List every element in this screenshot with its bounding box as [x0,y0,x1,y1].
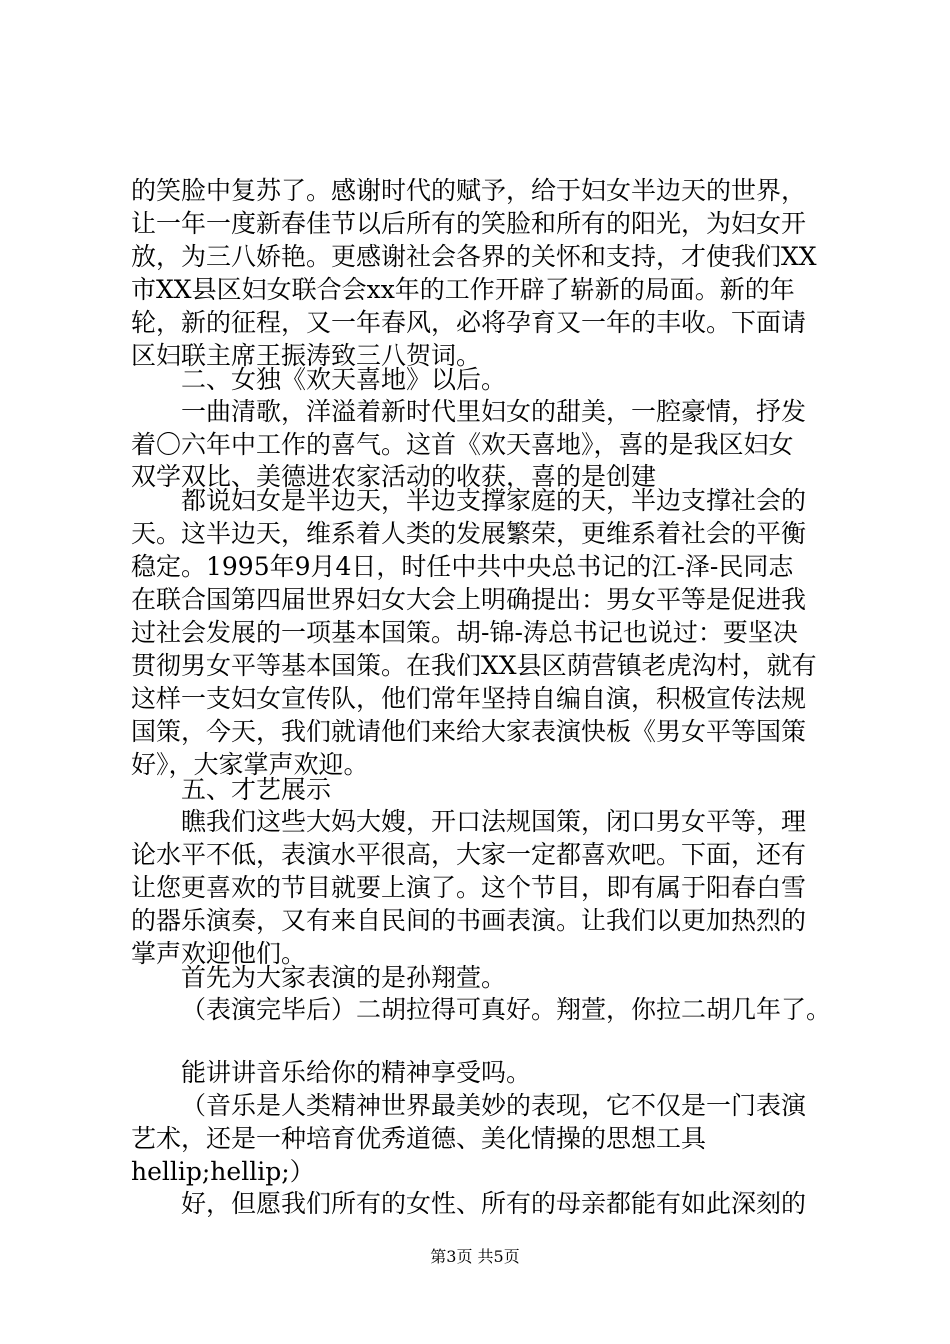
section-heading: 五、才艺展示 [181,775,332,804]
page-footer: 第3页 共5页 [430,1247,520,1266]
text-line: 市XX县区妇女联合会xx年的工作开辟了崭新的局面。新的年 [131,275,795,304]
text-line: 贯彻男女平等基本国策。在我们XX县区荫营镇老虎沟村，就有 [131,651,817,680]
text-line: 放，为三八娇艳。更感谢社会各界的关怀和支持，才使我们XX [131,242,817,271]
text-line: 天。这半边天，维系着人类的发展繁荣，更维系着社会的平衡 [131,519,807,548]
text-line: 掌声欢迎他们。 [131,939,307,968]
text-line: 论水平不低，表演水平很高，大家一定都喜欢吧。下面，还有 [131,840,807,869]
text-line: 一曲清歌，洋溢着新时代里妇女的甜美，一腔豪情，抒发 [181,397,807,426]
text-line: hellip;hellip;） [131,1157,315,1186]
text-line: 艺术，还是一种培育优秀道德、美化情操的思想工具 [131,1124,707,1153]
section-heading: 二、女独《欢天喜地》以后。 [181,365,507,394]
text-line: 国策，今天，我们就请他们来给大家表演快板《男女平等国策 [131,717,807,746]
text-line: 着〇六年中工作的喜气。这首《欢天喜地》，喜的是我区妇女 [131,430,794,459]
text-line: （表演完毕后）二胡拉得可真好。翔萱，你拉二胡几年了。 [181,995,832,1024]
text-line: （音乐是人类精神世界最美妙的表现，它不仅是一门表演 [181,1091,807,1120]
text-line: 好，但愿我们所有的女性、所有的母亲都能有如此深刻的 [181,1189,807,1218]
text-line: 区妇联主席王振涛致三八贺词。 [131,341,482,370]
text-line: 的器乐演奏，又有来自民间的书画表演。让我们以更加热烈的 [131,906,807,935]
text-line: 都说妇女是半边天，半边支撑家庭的天，半边支撑社会的 [181,486,807,515]
text-line: 轮，新的征程，又一年春风，必将孕育又一年的丰收。下面请 [131,308,807,337]
text-line: 稳定。1995年9月4日，时任中共中央总书记的江-泽-民同志 [131,552,794,581]
text-line: 的笑脸中复苏了。感谢时代的赋予，给于妇女半边天的世界， [131,176,807,205]
text-line: 在联合国第四届世界妇女大会上明确提出：男女平等是促进我 [131,585,807,614]
text-line: 双学双比、美德进农家活动的收获，喜的是创建 [131,462,657,491]
text-line: 瞧我们这些大妈大嫂，开口法规国策，闭口男女平等，理 [181,807,807,836]
text-line: 首先为大家表演的是孙翔萱。 [181,963,507,992]
text-line: 好》，大家掌声欢迎。 [131,750,369,779]
text-line: 让一年一度新春佳节以后所有的笑脸和所有的阳光，为妇女开 [131,209,807,238]
text-line: 能讲讲音乐给你的精神享受吗。 [181,1058,532,1087]
text-line: 让您更喜欢的节目就要上演了。这个节目，即有属于阳春白雪 [131,873,807,902]
text-line: 过社会发展的一项基本国策。胡-锦-涛总书记也说过：要坚决 [131,618,798,647]
text-line: 这样一支妇女宣传队，他们常年坚持自编自演，积极宣传法规 [131,684,807,713]
